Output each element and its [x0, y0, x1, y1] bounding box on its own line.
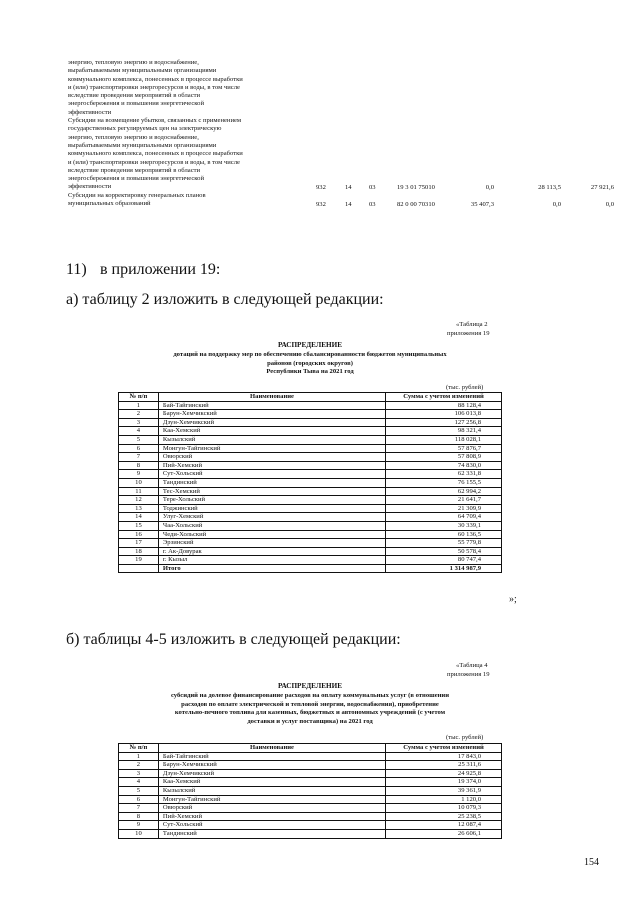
section-a-ref-table: «Таблица 2	[456, 321, 488, 328]
table-row	[119, 521, 502, 530]
table-row	[119, 470, 502, 479]
top-table-line: энергию, тепловую энергию и водоснабжение,	[68, 59, 199, 66]
row-name: Тандинский	[158, 829, 385, 838]
top-table-cell-c5: 35 407,3	[470, 200, 494, 208]
row-number: 7	[119, 453, 159, 462]
section-b-subtitle-line: доставки и услуг поставщика) на 2021 год	[247, 717, 373, 725]
row-number: 8	[119, 461, 159, 470]
top-table-line: вследствие проведения мероприятий в области	[68, 92, 201, 100]
row-name: Чеди-Хольский	[158, 530, 385, 539]
table-row	[119, 496, 502, 505]
top-table-text	[68, 59, 304, 208]
section-a-subtitle	[100, 351, 520, 377]
table-row	[119, 556, 502, 565]
section-b-subtitle-line: субсидий на долевое финансирование расходов на оплату коммунальных услуг (в отношении	[170, 692, 450, 699]
row-sum: 118 028,1	[386, 435, 502, 444]
row-sum: 64 709,4	[386, 513, 502, 522]
item-number: 11)	[66, 261, 87, 278]
table-row	[119, 547, 502, 556]
top-table-cell-c5: 0,0	[485, 184, 494, 191]
row-number: 13	[119, 504, 159, 513]
table-row	[119, 444, 502, 453]
row-number: 10	[119, 829, 159, 838]
top-table-line: энергосбережения и повышения энергетической	[68, 100, 204, 108]
row-number: 10	[119, 478, 159, 487]
section-a-title: РАСПРЕДЕЛЕНИЕ	[277, 341, 343, 349]
table-row	[119, 418, 502, 427]
section-a-units: (тыс. рублей)	[446, 384, 484, 391]
row-sum: 80 747,4	[386, 556, 502, 565]
row-name: Бай-Тайгинский	[158, 401, 385, 410]
row-number: 1	[119, 752, 159, 761]
row-sum: 62 331,8	[386, 470, 502, 479]
row-sum: 88 128,4	[386, 401, 502, 410]
row-sum: 17 843,0	[386, 752, 502, 761]
section-b-ref-appendix: приложения 19	[447, 671, 490, 678]
row-name: Барун-Хемчикский	[158, 761, 385, 770]
row-sum: 57 808,9	[386, 453, 502, 462]
header-sum: Сумма с учетом изменений	[386, 744, 502, 753]
table-row	[119, 829, 502, 838]
row-number: 17	[119, 539, 159, 548]
row-sum: 24 925,8	[386, 769, 502, 778]
row-name: г. Кызыл	[158, 556, 385, 565]
row-sum: 76 155,5	[386, 478, 502, 487]
row-name: Сут-Хольский	[158, 821, 385, 830]
section-b-subtitle-line: расходов по оплате электрической и тепловой энергии, водоснабжения), приобретение	[181, 700, 439, 708]
table-row	[119, 504, 502, 513]
row-sum: 55 779,8	[386, 539, 502, 548]
row-number: 3	[119, 769, 159, 778]
table-row	[119, 513, 502, 522]
row-sum: 10 079,3	[386, 804, 502, 813]
row-number: 16	[119, 530, 159, 539]
section-a-heading: а) таблицу 2 изложить в следующей редакции:	[66, 291, 384, 308]
row-name: Монгун-Тайгинский	[158, 444, 385, 453]
top-table-line: государственных регулируемых цен на электрическую	[68, 125, 222, 133]
item-text: в приложении 19:	[100, 261, 221, 278]
top-table-cell-c4: 19 3 01 75010	[397, 184, 435, 191]
row-number: 11	[119, 487, 159, 496]
table-row	[119, 539, 502, 548]
section-b-table	[118, 743, 502, 839]
table-row	[119, 812, 502, 821]
row-number: 15	[119, 521, 159, 530]
row-name: Бай-Тайгинский	[158, 752, 385, 761]
top-table-line: коммунального комплекса, понесенных в процессе выработки	[68, 75, 243, 83]
row-number: 5	[119, 786, 159, 795]
top-table-line: Субсидии на корректировку генеральных планов	[68, 191, 206, 199]
table-header-row	[119, 393, 502, 402]
row-number: 4	[119, 778, 159, 787]
section-a-subtitle-line: дотаций на поддержку мер по обеспечению сбалансированности бюджетов муниципальных	[173, 351, 447, 358]
section-b-ref-table: «Таблица 4	[456, 662, 488, 669]
row-name: Чаа-Хольский	[158, 521, 385, 530]
row-number: 2	[119, 410, 159, 419]
row-name: Сут-Хольский	[158, 470, 385, 479]
row-sum: 57 876,7	[386, 444, 502, 453]
row-name: Кызылский	[158, 435, 385, 444]
top-table-line: вырабатываемыми муниципальными организациями	[68, 67, 217, 75]
total-label: Итого	[158, 564, 385, 573]
row-sum: 74 830,0	[386, 461, 502, 470]
top-table-line: вырабатываемыми муниципальными организациями	[68, 141, 217, 149]
top-table-line: энергосбережения и повышения энергетической	[68, 175, 204, 183]
top-table-cell-c1: 932	[316, 200, 326, 208]
header-num: № п/п	[119, 744, 159, 753]
row-number: 12	[119, 496, 159, 505]
total-empty-cell	[119, 564, 159, 573]
table-header-row	[119, 744, 502, 753]
row-number: 9	[119, 821, 159, 830]
row-number: 3	[119, 418, 159, 427]
row-number: 18	[119, 547, 159, 556]
top-table-line: эффективности	[68, 183, 112, 191]
header-sum: Сумма с учетом изменений	[386, 393, 502, 402]
row-number: 9	[119, 470, 159, 479]
row-number: 14	[119, 513, 159, 522]
row-sum: 98 321,4	[386, 427, 502, 436]
table-row	[119, 530, 502, 539]
table-row	[119, 804, 502, 813]
row-name: Овюрский	[158, 453, 385, 462]
table-row	[119, 795, 502, 804]
top-table-line: муниципальных образований	[68, 200, 151, 208]
row-name: Пий-Хемский	[158, 812, 385, 821]
row-name: Тере-Хольский	[158, 496, 385, 505]
section-b-subtitle-line: котельно-печного топлива для казенных, бюджетных и автономных учреждений (с учетом	[174, 709, 446, 716]
section-a-ref-appendix: приложения 19	[447, 330, 490, 337]
total-value: 1 314 987,9	[386, 564, 502, 573]
row-sum: 19 374,0	[386, 778, 502, 787]
table-row	[119, 786, 502, 795]
table-row	[119, 821, 502, 830]
row-name: Улуг-Хемский	[158, 513, 385, 522]
top-table-line: и (или) транспортировки энергоресурсов и воды, в том числе	[68, 83, 240, 91]
top-table-cell-c6: 0,0	[552, 200, 561, 208]
top-table-line: коммунального комплекса, понесенных в процессе выработки	[68, 150, 243, 158]
row-number: 1	[119, 401, 159, 410]
row-name: Кызылский	[158, 786, 385, 795]
table-row	[119, 427, 502, 436]
row-name: Тандинский	[158, 478, 385, 487]
row-name: Эрзинский	[158, 539, 385, 548]
table-row	[119, 435, 502, 444]
row-sum: 21 641,7	[386, 496, 502, 505]
row-sum: 25 238,5	[386, 812, 502, 821]
section-b-heading: б) таблицы 4-5 изложить в следующей редакции:	[66, 631, 401, 648]
section-a-subtitle-line: районов (городских округов)	[267, 359, 353, 367]
top-table-cell-c4: 82 0 00 70310	[397, 200, 435, 208]
row-number: 5	[119, 435, 159, 444]
row-sum: 25 311,6	[386, 761, 502, 770]
section-a-close-quote: »;	[509, 594, 517, 605]
top-table-cell-c1: 932	[316, 184, 326, 191]
row-number: 6	[119, 795, 159, 804]
row-sum: 127 256,8	[386, 418, 502, 427]
row-sum: 21 309,9	[386, 504, 502, 513]
top-table-line: энергию, тепловую энергию и водоснабжение,	[68, 133, 199, 141]
row-name: Тоджинский	[158, 504, 385, 513]
table-row	[119, 453, 502, 462]
table-row	[119, 401, 502, 410]
section-b-subtitle	[90, 692, 530, 726]
top-table-cell-c2: 14	[345, 184, 352, 191]
header-num: № п/п	[119, 393, 159, 402]
row-sum: 12 087,4	[386, 821, 502, 830]
top-table-line: и (или) транспортировки энергоресурсов и воды, в том числе	[68, 158, 240, 166]
row-sum: 106 013,8	[386, 410, 502, 419]
table-row	[119, 478, 502, 487]
row-number: 4	[119, 427, 159, 436]
table-row	[119, 769, 502, 778]
row-name: Монгун-Тайгинский	[158, 795, 385, 804]
row-number: 7	[119, 804, 159, 813]
row-name: Дзун-Хемчикский	[158, 769, 385, 778]
row-name: г. Ак-Довурак	[158, 547, 385, 556]
row-number: 2	[119, 761, 159, 770]
row-sum: 1 120,0	[386, 795, 502, 804]
table-row	[119, 487, 502, 496]
page-number: 154	[584, 857, 599, 868]
table-total-row	[119, 564, 502, 573]
section-a-subtitle-line: Республики Тыва на 2021 год	[266, 368, 354, 375]
section-a-table	[118, 392, 502, 573]
row-name: Каа-Хемский	[158, 778, 385, 787]
top-table-cell-c3: 03	[369, 200, 376, 208]
row-number: 8	[119, 812, 159, 821]
top-table-line: вследствие проведения мероприятий в области	[68, 166, 201, 174]
row-name: Дзун-Хемчикский	[158, 418, 385, 427]
row-sum: 26 606,1	[386, 829, 502, 838]
top-table-cell-c2: 14	[345, 200, 352, 208]
row-sum: 60 136,5	[386, 530, 502, 539]
top-table-line: эффективности	[68, 108, 112, 116]
row-sum: 50 578,4	[386, 547, 502, 556]
row-number: 19	[119, 556, 159, 565]
top-table-line: Субсидии на возмещение убытков, связанных с применением	[68, 117, 242, 125]
top-table-cell-c7: 0,0	[605, 200, 614, 208]
table-row	[119, 761, 502, 770]
row-number: 6	[119, 444, 159, 453]
row-sum: 30 339,1	[386, 521, 502, 530]
row-name: Барун-Хемчикский	[158, 410, 385, 419]
row-name: Каа-Хемский	[158, 427, 385, 436]
section-b-title: РАСПРЕДЕЛЕНИЕ	[277, 682, 343, 690]
table-row	[119, 778, 502, 787]
row-sum: 62 994,2	[386, 487, 502, 496]
table-row	[119, 752, 502, 761]
top-table-cell-c7: 27 921,6	[590, 184, 614, 191]
table-row	[119, 410, 502, 419]
section-b-units: (тыс. рублей)	[446, 734, 484, 741]
top-table-cell-c6: 28 113,5	[538, 184, 561, 191]
row-name: Пий-Хемский	[158, 461, 385, 470]
header-name: Наименование	[158, 744, 385, 753]
table-row	[119, 461, 502, 470]
row-sum: 39 361,9	[386, 786, 502, 795]
row-name: Тес-Хемский	[158, 487, 385, 496]
top-table-cell-c3: 03	[369, 184, 376, 191]
header-name: Наименование	[158, 393, 385, 402]
row-name: Овюрский	[158, 804, 385, 813]
